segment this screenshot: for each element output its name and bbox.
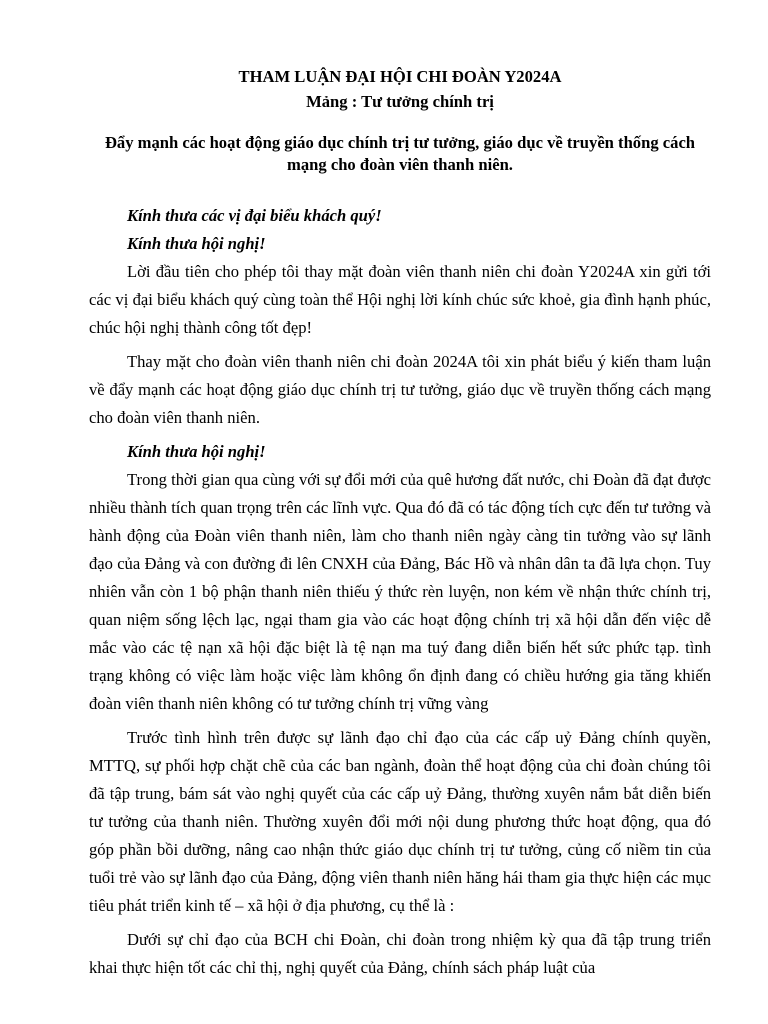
document-subtitle: Mảng : Tư tưởng chính trị bbox=[306, 92, 494, 111]
document-title: THAM LUẬN ĐẠI HỘI CHI ĐOÀN Y2024A bbox=[238, 67, 562, 86]
greeting-guests: Kính thưa các vị đại biểu khách quý! bbox=[127, 206, 382, 225]
paragraph-opening: Lời đầu tiên cho phép tôi thay mặt đoàn viên thanh niên chi đoàn Y2024A xin gửi tới các vị đại biểu khách quý cùng toàn thể Hội nghị lời kính chúc sức khoẻ, gia đình hạnh phúc, chúc hội nghị thành công tốt đẹp! bbox=[89, 262, 711, 337]
paragraph-situation: Trong thời gian qua cùng với sự đổi mới của quê hương đất nước, chi Đoàn đã đạt được nhiều thành tích quan trọng trên các lĩnh vực. Qua đó đã có tác động tích cực đến tư tưởng và hành động của Đoàn viên thanh niên, làm cho thanh niên ngày càng tin tưởng vào sự lãnh đạo của Đảng và con đường đi lên CNXH của Đảng, Bác Hồ và nhân dân ta đã lựa chọn. Tuy nhiên vẫn còn 1 bộ phận thanh niên thiếu ý thức rèn luyện, non kém về nhận thức chính trị, quan niệm sống lệch lạc, ngại tham gia vào các hoạt động chính trị xã hội dẫn đến việc dễ mắc vào các tệ nạn xã hội đặc biệt là tệ nạn ma tuý đang diễn biến hết sức phức tạp. tình trạng không có việc làm hoặc việc làm không ổn định đang có chiều hướng gia tăng khiến đoàn viên thanh niên không có tư tưởng chính trị vững vàng bbox=[89, 470, 711, 713]
document-topic: Đẩy mạnh các hoạt động giáo dục chính trị tư tưởng, giáo dục về truyền thống cách mạng cho đoàn viên thanh niên. bbox=[104, 133, 696, 174]
paragraph-actions: Trước tình hình trên được sự lãnh đạo chỉ đạo của các cấp uỷ Đảng chính quyền, MTTQ, sự phối hợp chặt chẽ của các ban ngành, đoàn thể hoạt động của chi đoàn chúng tôi đã tập trung, bám sát vào nghị quyết của các cấp uỷ Đảng, thường xuyên nắm bắt diễn biến tư tưởng của thanh niên. Thường xuyên đổi mới nội dung phương thức hoạt động, qua đó góp phần bồi dưỡng, nâng cao nhận thức giáo dục chính trị tư tưởng, củng cố niềm tin của tuổi trẻ vào sự lãnh đạo của Đảng, động viên thanh niên hăng hái tham gia thực hiện các mục tiêu phát triển kinh tế – xã hội ở địa phương, cụ thể là : bbox=[89, 728, 711, 915]
greeting-conference-2: Kính thưa hội nghị! bbox=[127, 442, 266, 461]
paragraph-introduction: Thay mặt cho đoàn viên thanh niên chi đoàn 2024A tôi xin phát biểu ý kiến tham luận về đẩy mạnh các hoạt động giáo dục chính trị tư tưởng, giáo dục về truyền thống cách mạng cho đoàn viên thanh niên. bbox=[89, 352, 711, 427]
greeting-conference: Kính thưa hội nghị! bbox=[127, 234, 266, 253]
paragraph-leadership: Dưới sự chỉ đạo của BCH chi Đoàn, chi đoàn trong nhiệm kỳ qua đã tập trung triển khai thực hiện tốt các chỉ thị, nghị quyết của Đảng, chính sách pháp luật của bbox=[89, 930, 711, 977]
